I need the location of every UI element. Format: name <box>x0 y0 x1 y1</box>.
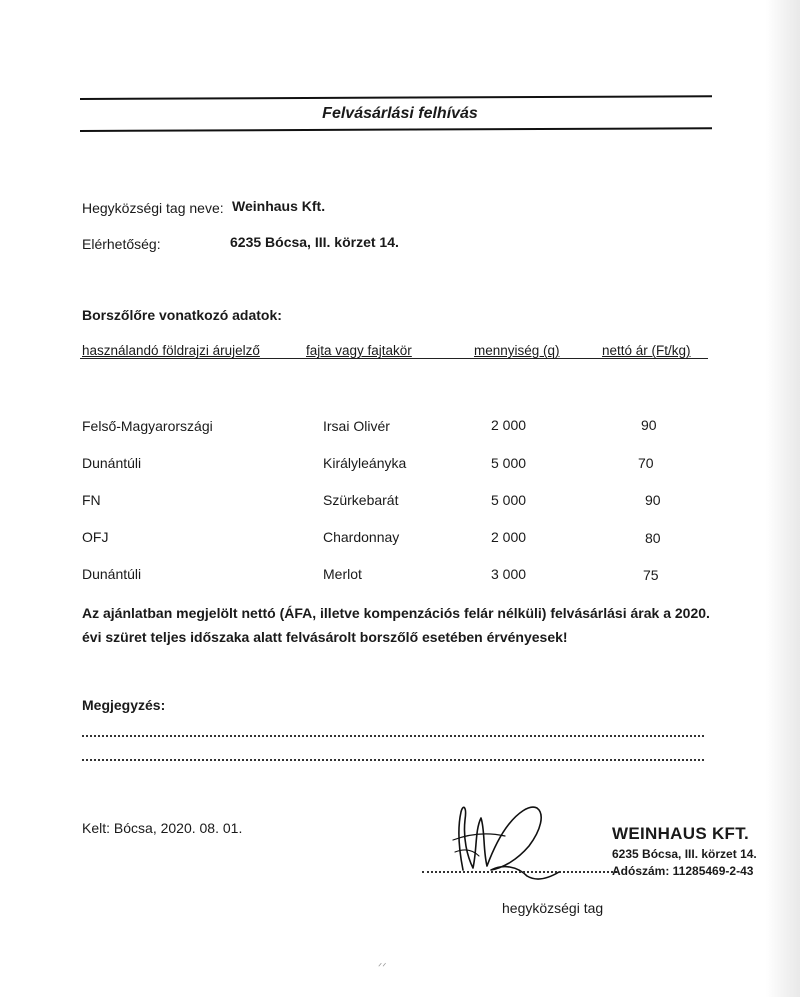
member-label: Hegyközségi tag neve: <box>82 200 224 216</box>
member-value: Weinhaus Kft. <box>232 198 326 214</box>
contact-value: 6235 Bócsa, III. körzet 14. <box>230 234 399 250</box>
quantity-cell: 5 000 <box>491 455 527 471</box>
region-cell: Felső-Magyarországi <box>82 418 213 434</box>
price-validity-notice: Az ajánlatban megjelölt nettó (ÁFA, illetve kompenzációs felár nélküli) felvásárlási árak a 2020. évi szüret teljes időszaka alatt felvásárolt borszőlő esetében érvényesek! <box>82 605 710 645</box>
section-title: Borszőlőre vonatkozó adatok: <box>82 307 282 323</box>
column-header-price: nettó ár (Ft/kg) <box>602 343 691 358</box>
remark-dotted-line <box>82 735 704 737</box>
stamp-company-name: WEINHAUS KFT. <box>612 824 750 843</box>
column-header-quantity: mennyiség (q) <box>474 343 560 358</box>
signature-dotted-line <box>422 871 617 873</box>
price-cell: 75 <box>643 567 659 583</box>
quantity-cell: 3 000 <box>491 566 527 582</box>
variety-cell: Szürkebarát <box>323 492 399 508</box>
company-stamp <box>612 824 764 878</box>
variety-cell: Irsai Olivér <box>323 418 390 434</box>
contact-label: Elérhetőség: <box>82 236 161 252</box>
column-header-variety: fajta vagy fajtakör <box>306 343 412 358</box>
remark-label: Megjegyzés: <box>82 697 166 713</box>
signature-caption: hegyközségi tag <box>502 900 604 916</box>
region-cell: OFJ <box>82 529 109 545</box>
title-bottom-rule <box>80 127 712 132</box>
quantity-cell: 5 000 <box>491 492 527 508</box>
variety-cell: Királyleányka <box>323 455 407 471</box>
stamp-tax-number: Adószám: 11285469-2-43 <box>612 864 754 878</box>
price-cell: 90 <box>645 492 661 508</box>
handwritten-signature <box>445 790 575 880</box>
region-cell: FN <box>82 492 101 508</box>
price-cell: 80 <box>645 530 661 546</box>
price-cell: 70 <box>638 455 654 471</box>
document-title: Felvásárlási felhívás <box>322 105 478 122</box>
quantity-cell: 2 000 <box>491 417 527 433</box>
price-cell: 90 <box>641 417 657 433</box>
region-cell: Dunántúli <box>82 455 142 471</box>
variety-cell: Merlot <box>323 566 362 582</box>
date-line: Kelt: Bócsa, 2020. 08. 01. <box>82 820 243 836</box>
title-top-rule <box>80 95 712 100</box>
remark-dotted-line <box>82 759 704 761</box>
region-cell: Dunántúli <box>82 566 142 582</box>
column-header-region: használandó földrajzi árujelző <box>82 343 260 358</box>
stamp-address: 6235 Bócsa, III. körzet 14. <box>612 847 757 861</box>
quantity-cell: 2 000 <box>491 529 527 545</box>
scan-edge-shadow <box>766 0 800 997</box>
corner-mark: ᐟᐟ <box>378 962 387 973</box>
header-underline <box>80 358 708 359</box>
variety-cell: Chardonnay <box>323 529 400 545</box>
